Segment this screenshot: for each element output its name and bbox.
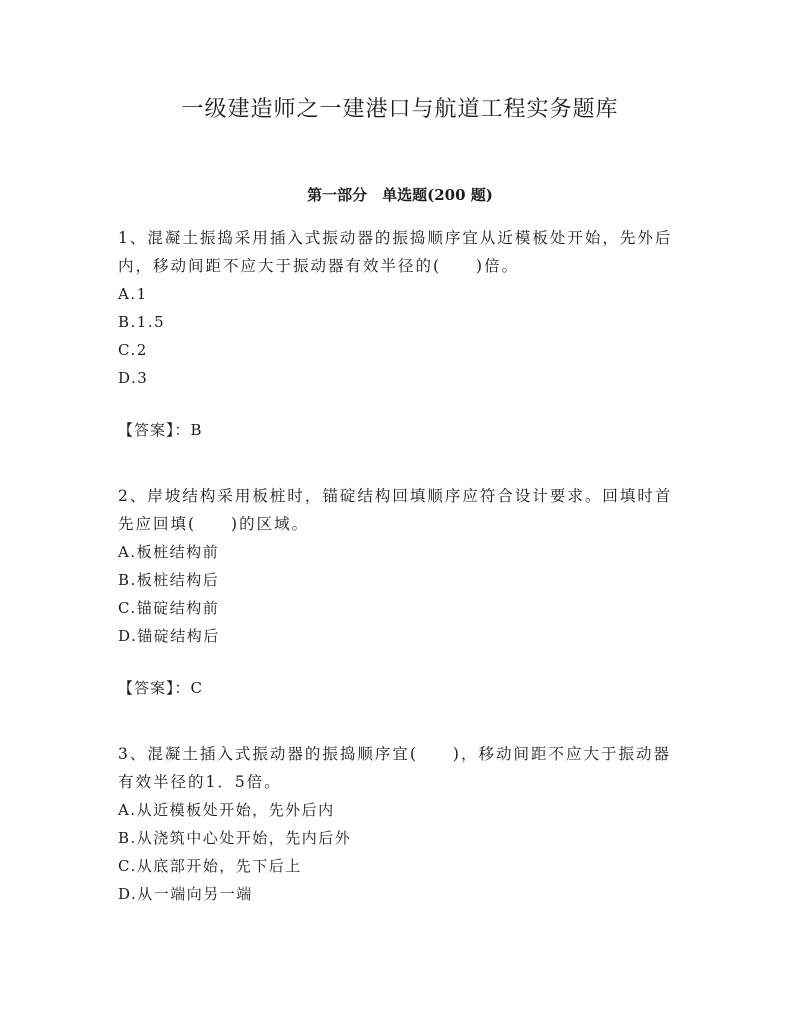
- question-stem: 2、岸坡结构采用板桩时，锚碇结构回填顺序应符合设计要求。回填时首先应回填( )的区域。: [118, 487, 673, 533]
- option-b: B.1.5: [118, 313, 166, 331]
- option-c: C.从底部开始，先下后上: [118, 857, 302, 875]
- option-list: [118, 796, 688, 908]
- option-a: A.1: [118, 285, 148, 303]
- option-list: [118, 280, 688, 392]
- answer-line: 【答案】：B: [118, 421, 203, 439]
- option-c: C.2: [118, 341, 148, 359]
- question-stem: 3、混凝土插入式振动器的振捣顺序宜( )，移动间距不应大于振动器有效半径的1．5倍。: [118, 745, 671, 791]
- document-title: 一级建造师之一建港口与航道工程实务题库: [181, 97, 619, 122]
- option-list: [118, 538, 688, 650]
- option-b: B.从浇筑中心处开始，先内后外: [118, 829, 352, 847]
- question-spacer: [118, 702, 688, 740]
- question-1: [118, 224, 688, 444]
- section-title: 第一部分 单选题(200 题): [307, 186, 493, 204]
- question-3: [118, 740, 688, 908]
- answer-line: 【答案】：C: [118, 679, 203, 697]
- option-c: C.锚碇结构前: [118, 599, 220, 617]
- question-stem: 1、混凝土振捣采用插入式振动器的振捣顺序宜从近模板处开始，先外后内，移动间距不应大于振动器有效半径的( )倍。: [118, 229, 673, 275]
- option-d: D.从一端向另一端: [118, 885, 253, 903]
- option-b: B.板桩结构后: [118, 571, 220, 589]
- option-a: A.从近模板处开始，先外后内: [118, 801, 335, 819]
- question-list: [118, 224, 688, 908]
- option-d: D.锚碇结构后: [118, 627, 220, 645]
- question-2: [118, 482, 688, 702]
- option-a: A.板桩结构前: [118, 543, 220, 561]
- question-spacer: [118, 444, 688, 482]
- option-d: D.3: [118, 369, 149, 387]
